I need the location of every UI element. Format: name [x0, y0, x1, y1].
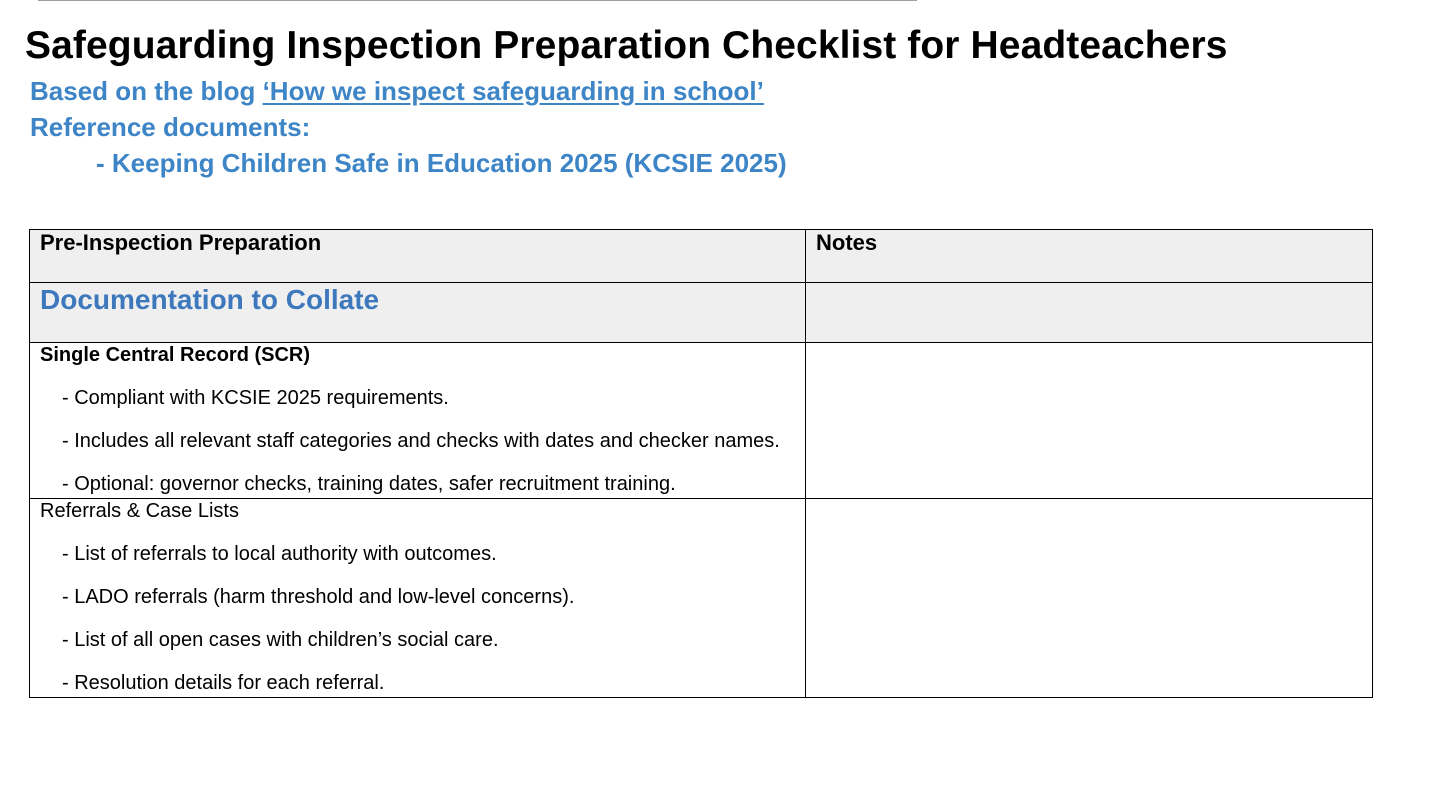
blog-link[interactable]: ‘How we inspect safeguarding in school’ [262, 76, 764, 106]
section-title: Documentation to Collate [40, 284, 380, 315]
checklist-table [29, 229, 1373, 698]
list-item: - Compliant with KCSIE 2025 requirements. [62, 387, 449, 409]
list-item: - Includes all relevant staff categories and checks with dates and checker names. [62, 430, 780, 452]
row-title-referrals: Referrals & Case Lists [40, 500, 239, 522]
list-item: - Resolution details for each referral. [62, 672, 385, 694]
header-notes: Notes [806, 230, 1373, 283]
table-row [30, 343, 1373, 499]
row-title-scr: Single Central Record (SCR) [40, 344, 311, 366]
section-row [30, 283, 1373, 343]
scr-notes-cell[interactable] [806, 343, 1373, 499]
referrals-cell [30, 499, 806, 698]
scr-cell [30, 343, 806, 499]
header-pre-inspection: Pre-Inspection Preparation [30, 230, 806, 283]
section-notes-cell[interactable] [806, 283, 1373, 343]
table-header-row [30, 230, 1373, 283]
referrals-notes-cell[interactable] [806, 499, 1373, 698]
blog-reference-line [30, 75, 764, 107]
document-title: Safeguarding Inspection Preparation Checklist for Headteachers [25, 24, 1228, 67]
list-item: - Optional: governor checks, training dates, safer recruitment training. [62, 473, 676, 495]
top-divider [38, 0, 917, 1]
blog-prefix: Based on the blog [30, 76, 263, 106]
list-item: - LADO referrals (harm threshold and low-level concerns). [62, 586, 575, 608]
list-item: - List of referrals to local authority with outcomes. [62, 543, 497, 565]
reference-item-kcsie: - Keeping Children Safe in Education 2025 (KCSIE 2025) [96, 148, 787, 178]
section-cell [30, 283, 806, 343]
reference-heading: Reference documents: [30, 112, 311, 142]
table-row [30, 499, 1373, 698]
list-item: - List of all open cases with children’s social care. [62, 629, 499, 651]
